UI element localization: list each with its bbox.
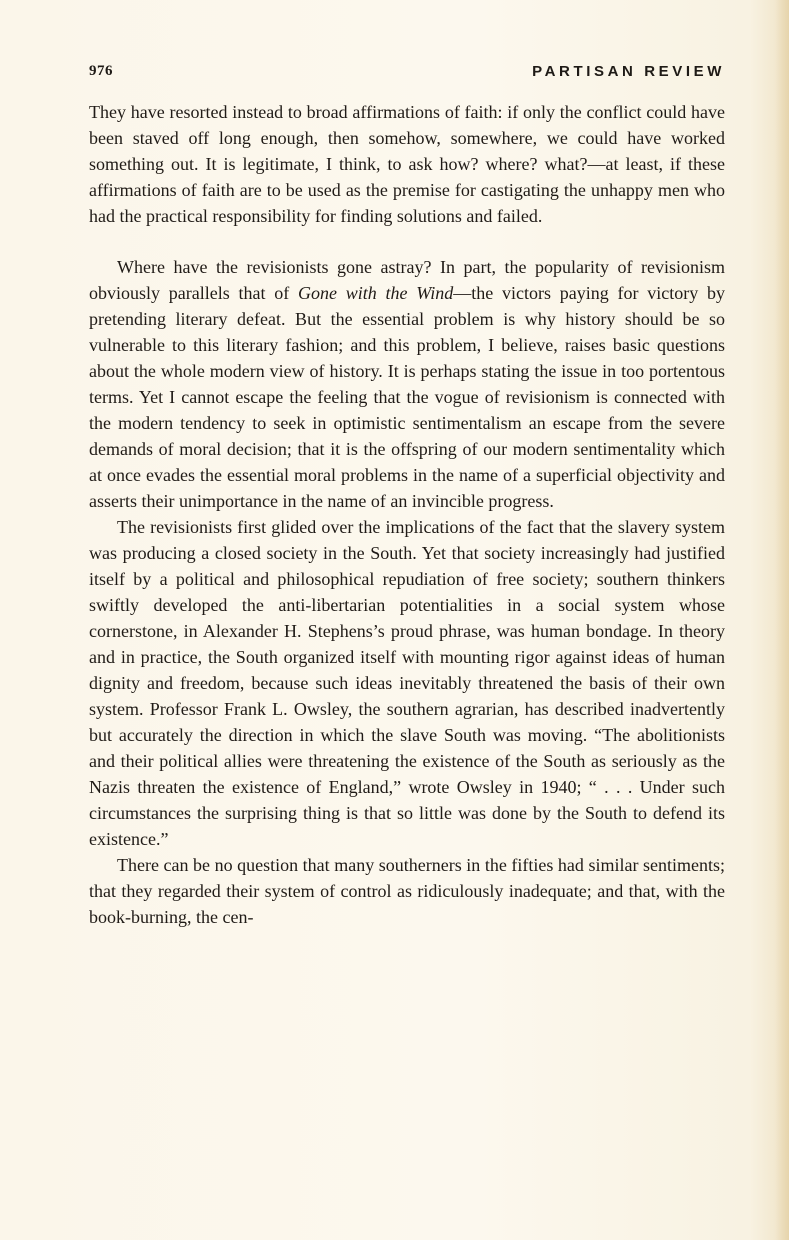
book-title-gone-with-the-wind: Gone with the Wind <box>298 283 454 303</box>
paragraph-3: The revisionists first glided over the implications of the fact that the slavery system was producing a closed society in the South. Yet that society increasingly had justified itself by a political and philosophical repudiation of free society; southern thinkers swiftly developed the anti-libertarian potentialities in a social system whose cornerstone, in Alexander H. Stephens’s proud phrase, was human bondage. In theory and in practice, the South organized itself with mounting rigor against ideas of human dignity and freedom, because such ideas inevitably threatened the basis of their own system. Professor Frank L. Owsley, the southern agrarian, has described inadvertently but accurately the direction in which the slave South was moving. “The abolitionists and their political allies were threatening the existence of the South as seriously as the Nazis threaten the existence of England,” wrote Owsley in 1940; “ . . . Under such circumstances the surprising thing is that so little was done by the South to defend its existence.” <box>89 517 725 849</box>
paragraph-4: There can be no question that many southerners in the fifties had similar sentiments; that they regarded their system of control as ridiculously inadequate; and that, with the book-burning, the cen- <box>89 855 725 927</box>
body-text <box>89 99 725 930</box>
paragraph-2 <box>89 254 725 514</box>
page-number: 976 <box>89 63 113 79</box>
paragraph-2-text-end: —the victors paying for victory by pretending literary defeat. But the essential problem is why history should be so vulnerable to this literary fashion; and this problem, I believe, raises basic questions about the whole modern view of history. It is perhaps stating the issue in too portentous terms. Yet I cannot escape the feeling that the vogue of revisionism is connected with the modern tendency to seek in optimistic sentimentalism an escape from the severe demands of moral decision; that it is the offspring of our modern sentimentality which at once evades the essential moral problems in the name of a superficial objectivity and asserts their unimportance in the name of an invincible progress. <box>89 283 725 511</box>
running-head <box>89 63 725 87</box>
page-edge-shadow <box>775 0 789 1240</box>
paragraph-1: They have resorted instead to broad affirmations of faith: if only the conflict could have been staved off long enough, then somehow, somewhere, we could have worked something out. It is legitimate, I think, to ask how? where? what?—at least, if these affirmations of faith are to be used as the premise for castigating the unhappy men who had the practical responsibility for finding solutions and failed. <box>89 102 725 226</box>
paragraph-2-text-start: Where have the revisionists gone astray? In part, the popularity of revisionism obviously parallels that of <box>89 257 725 303</box>
journal-title: PARTISAN REVIEW <box>532 63 725 80</box>
